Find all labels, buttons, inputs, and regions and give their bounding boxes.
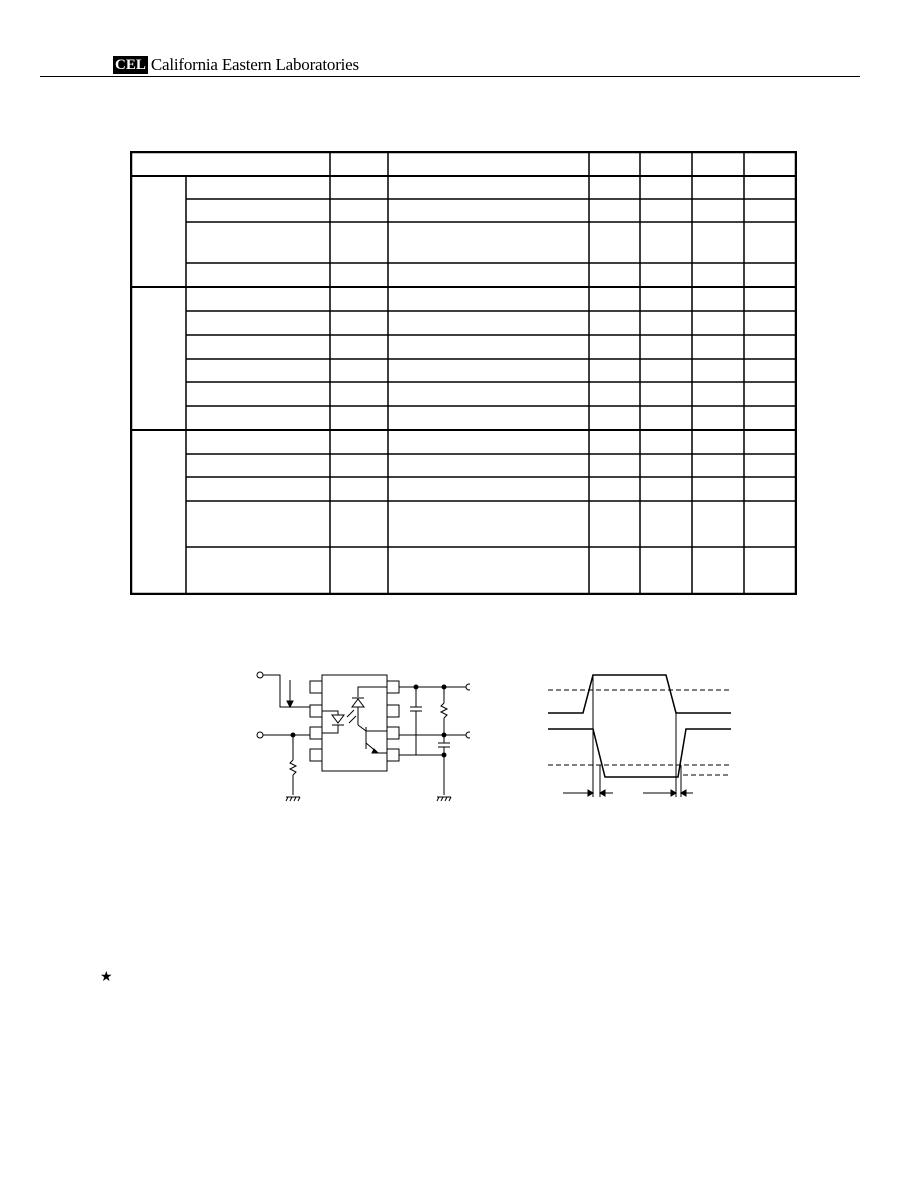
footnote-star: ★ <box>100 970 113 985</box>
header-rule <box>40 76 860 77</box>
table-grid <box>130 151 797 595</box>
cel-logo: CEL <box>115 57 146 73</box>
timing-waveform-diagram <box>548 665 733 805</box>
test-circuit-diagram <box>250 665 470 805</box>
page-header <box>113 54 359 76</box>
characteristics-table <box>130 151 797 595</box>
company-name: California Eastern Laboratories <box>150 55 359 74</box>
